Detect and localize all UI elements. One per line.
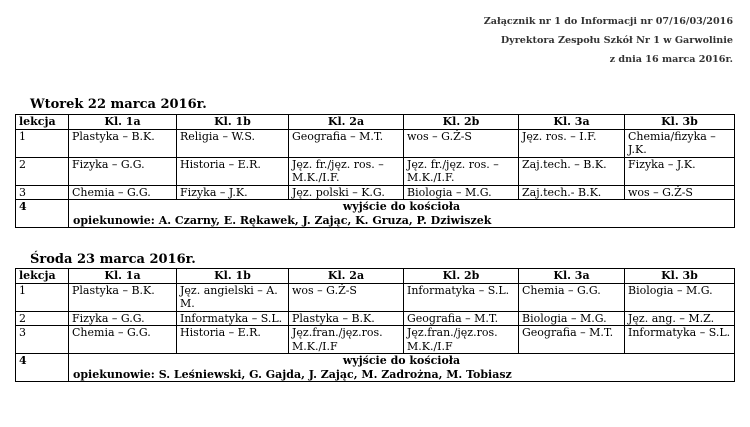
note-cell	[69, 354, 735, 382]
table-cell: Jęz.fran./jęz.ros. M.K./I.F	[404, 326, 519, 354]
column-header: Kl. 1b	[177, 269, 289, 284]
lesson-number: 2	[16, 157, 69, 185]
day-title-wednesday: Środa 23 marca 2016r.	[30, 252, 196, 267]
lesson-number: 1	[16, 129, 69, 157]
column-header: Kl. 3b	[625, 115, 735, 130]
table-cell: wos – G.Ż-S	[625, 185, 735, 200]
column-header: Kl. 1b	[177, 115, 289, 130]
column-header: Kl. 2a	[289, 115, 404, 130]
day-title-tuesday: Wtorek 22 marca 2016r.	[30, 97, 207, 112]
column-header: Kl. 2b	[404, 115, 519, 130]
lesson-number: 3	[16, 326, 69, 354]
table-cell: Fizyka – G.G.	[69, 311, 177, 326]
table-row	[16, 283, 735, 311]
column-header: Kl. 3a	[519, 115, 625, 130]
table-cell: Zaj.tech. – B.K.	[519, 157, 625, 185]
table-cell: Jęz. polski – K.G.	[289, 185, 404, 200]
note-guardians: opiekunowie: S. Leśniewski, G. Gajda, J. Zając, M. Zadrożna, M. Tobiasz	[73, 367, 512, 381]
lesson-number: 2	[16, 311, 69, 326]
column-header: Kl. 2a	[289, 269, 404, 284]
table-cell: Jęz. fr./jęz. ros. – M.K./I.F.	[289, 157, 404, 185]
table-cell: Chemia – G.G.	[519, 283, 625, 311]
lesson-number: 4	[16, 200, 69, 228]
column-header: Kl. 1a	[69, 269, 177, 284]
table-cell: Jęz. fr./jęz. ros. – M.K./I.F.	[404, 157, 519, 185]
table-cell: Informatyka – S.L.	[625, 326, 735, 354]
header-attachment-line: Załącznik nr 1 do Informacji nr 07/16/03/2016	[483, 16, 733, 27]
table-cell: Plastyka – B.K.	[69, 129, 177, 157]
note-cell	[69, 200, 735, 228]
header-director-line: Dyrektora Zespołu Szkół Nr 1 w Garwolinie	[500, 35, 733, 46]
note-title: wyjście do kościoła	[342, 354, 461, 367]
schedule-table-tuesday	[15, 114, 735, 228]
table-cell: Zaj.tech.- B.K.	[519, 185, 625, 200]
table-cell: wos – G.Ż-S	[404, 129, 519, 157]
table-cell: Historia – E.R.	[177, 326, 289, 354]
table-header-row	[16, 115, 735, 130]
table-cell: Geografia – M.T.	[289, 129, 404, 157]
table-row	[16, 326, 735, 354]
table-cell: Chemia – G.G.	[69, 185, 177, 200]
table-cell: Informatyka – S.L.	[177, 311, 289, 326]
table-cell: Chemia/fizyka – J.K.	[625, 129, 735, 157]
table-cell: Biologia – M.G.	[519, 311, 625, 326]
table-cell: Jęz.fran./jęz.ros. M.K./I.F	[289, 326, 404, 354]
table-cell: Plastyka – B.K.	[69, 283, 177, 311]
lesson-number: 4	[16, 354, 69, 382]
note-title: wyjście do kościoła	[342, 200, 461, 213]
table-cell: Geografia – M.T.	[519, 326, 625, 354]
table-row	[16, 129, 735, 157]
column-header: Kl. 2b	[404, 269, 519, 284]
column-header: lekcja	[16, 269, 69, 284]
table-cell: Jęz. angielski – A. M.	[177, 283, 289, 311]
schedule-table-wednesday	[15, 268, 735, 382]
column-header: Kl. 3b	[625, 269, 735, 284]
header-date-line: z dnia 16 marca 2016r.	[609, 54, 733, 65]
note-row	[16, 200, 735, 228]
table-cell: Geografia – M.T.	[404, 311, 519, 326]
table-cell: Fizyka – J.K.	[177, 185, 289, 200]
table-cell: Chemia – G.G.	[69, 326, 177, 354]
table-row	[16, 157, 735, 185]
table-cell: Jęz. ang. – M.Z.	[625, 311, 735, 326]
table-cell: Fizyka – G.G.	[69, 157, 177, 185]
table-cell: Fizyka – J.K.	[625, 157, 735, 185]
table-cell: Religia – W.S.	[177, 129, 289, 157]
table-cell: Biologia – M.G.	[404, 185, 519, 200]
table-cell: Informatyka – S.L.	[404, 283, 519, 311]
table-cell: wos – G.Ż-S	[289, 283, 404, 311]
note-row	[16, 354, 735, 382]
table-cell: Historia – E.R.	[177, 157, 289, 185]
table-row	[16, 311, 735, 326]
table-row	[16, 185, 735, 200]
column-header: lekcja	[16, 115, 69, 130]
table-cell: Biologia – M.G.	[625, 283, 735, 311]
column-header: Kl. 3a	[519, 269, 625, 284]
table-cell: Jęz. ros. – I.F.	[519, 129, 625, 157]
table-cell: Plastyka – B.K.	[289, 311, 404, 326]
table-header-row	[16, 269, 735, 284]
lesson-number: 3	[16, 185, 69, 200]
document-header	[484, 12, 733, 69]
column-header: Kl. 1a	[69, 115, 177, 130]
note-guardians: opiekunowie: A. Czarny, E. Rękawek, J. Zając, K. Gruza, P. Dziwiszek	[73, 213, 492, 227]
lesson-number: 1	[16, 283, 69, 311]
